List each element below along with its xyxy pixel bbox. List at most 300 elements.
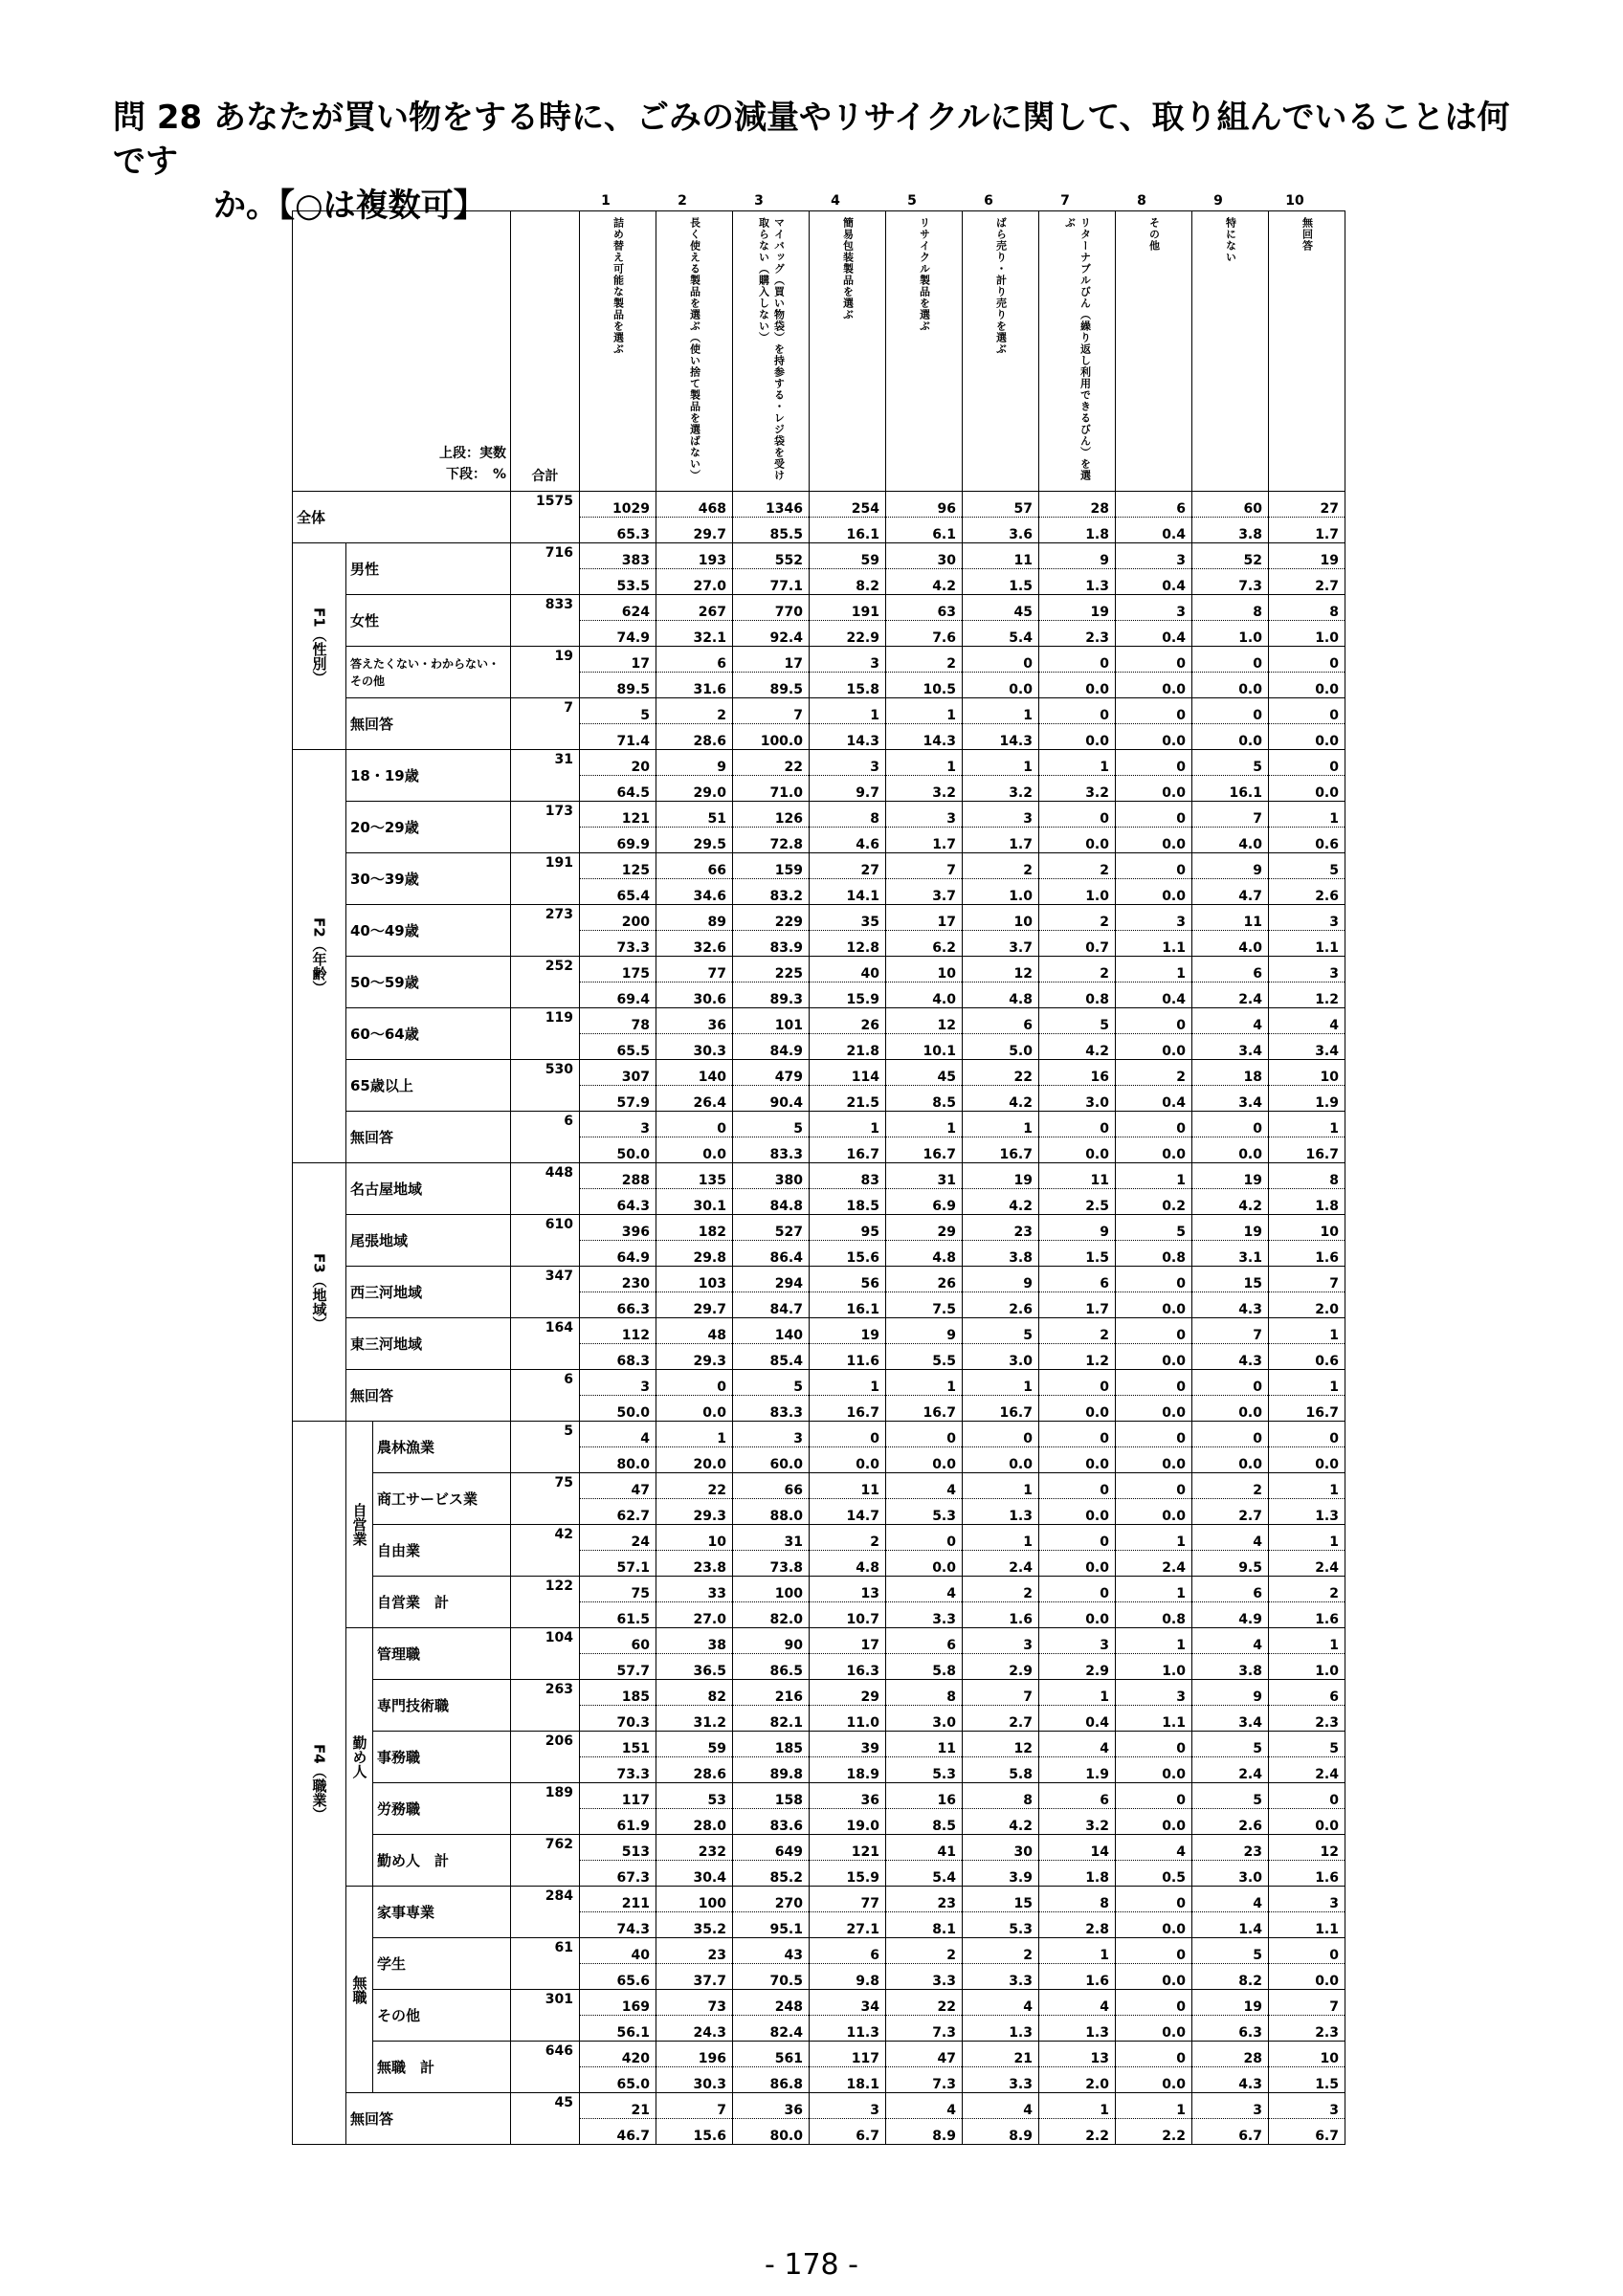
rate-cell: 6.2 bbox=[886, 931, 963, 957]
count-cell: 8 bbox=[1192, 595, 1269, 621]
rate-cell: 71.0 bbox=[733, 776, 810, 802]
count-cell: 17 bbox=[886, 905, 963, 931]
row-label: 60～64歳 bbox=[346, 1008, 511, 1060]
count-cell: 1 bbox=[1269, 1525, 1345, 1551]
rate-cell: 3.7 bbox=[886, 879, 963, 905]
row-label: 40～49歳 bbox=[346, 905, 511, 957]
rate-cell: 3.3 bbox=[963, 2067, 1039, 2093]
rate-cell: 1.0 bbox=[1192, 621, 1269, 647]
crosstab-table bbox=[292, 210, 1345, 2145]
row-label: 無回答 bbox=[346, 2093, 511, 2145]
rate-cell: 84.7 bbox=[733, 1292, 810, 1318]
count-cell: 17 bbox=[810, 1628, 886, 1654]
rate-cell: 29.7 bbox=[656, 1292, 733, 1318]
count-cell: 1 bbox=[656, 1422, 733, 1447]
count-cell: 4 bbox=[1269, 1008, 1345, 1034]
rate-cell: 4.8 bbox=[810, 1551, 886, 1577]
count-cell: 22 bbox=[656, 1473, 733, 1499]
rate-cell: 1.3 bbox=[1039, 569, 1116, 595]
rate-cell: 1.0 bbox=[1269, 621, 1345, 647]
count-cell: 6 bbox=[1269, 1680, 1345, 1706]
row-label: 専門技術職 bbox=[373, 1680, 511, 1732]
count-cell: 21 bbox=[580, 2093, 656, 2119]
column-number: 5 bbox=[907, 193, 917, 209]
count-cell: 0 bbox=[1039, 802, 1116, 828]
rate-cell: 83.6 bbox=[733, 1809, 810, 1835]
rate-cell: 90.4 bbox=[733, 1086, 810, 1112]
rate-cell: 0.0 bbox=[1269, 1964, 1345, 1990]
column-number: 6 bbox=[984, 193, 993, 209]
count-cell: 0 bbox=[886, 1525, 963, 1551]
rate-cell: 1.0 bbox=[1039, 879, 1116, 905]
count-cell: 1 bbox=[1269, 1628, 1345, 1654]
count-cell: 11 bbox=[1039, 1163, 1116, 1189]
rate-cell: 3.7 bbox=[963, 931, 1039, 957]
count-cell: 1 bbox=[886, 1370, 963, 1396]
rate-cell: 2.4 bbox=[1192, 1757, 1269, 1783]
row-total: 716 bbox=[511, 543, 580, 595]
rate-cell: 11.3 bbox=[810, 2016, 886, 2042]
row-label: 名古屋地域 bbox=[346, 1163, 511, 1215]
count-cell: 75 bbox=[580, 1577, 656, 1602]
count-cell: 2 bbox=[1116, 1060, 1192, 1086]
rate-cell: 0.0 bbox=[1039, 1396, 1116, 1422]
column-header-text: ばら売り・計り売りを選ぶ bbox=[994, 217, 1008, 355]
subgroup-label-text: 勤め人 bbox=[350, 1735, 368, 1778]
count-cell: 48 bbox=[656, 1318, 733, 1344]
group-label-text: F3（地域） bbox=[310, 1253, 328, 1331]
count-cell: 10 bbox=[1269, 1215, 1345, 1241]
rate-cell: 1.7 bbox=[886, 828, 963, 853]
count-cell: 9 bbox=[1192, 853, 1269, 879]
rate-cell: 1.7 bbox=[1039, 1292, 1116, 1318]
rate-cell: 14.3 bbox=[963, 724, 1039, 750]
count-cell: 216 bbox=[733, 1680, 810, 1706]
rate-cell: 29.3 bbox=[656, 1344, 733, 1370]
count-cell: 1 bbox=[963, 750, 1039, 776]
rate-cell: 16.3 bbox=[810, 1654, 886, 1680]
group-label-text: F4（職業） bbox=[310, 1744, 328, 1821]
count-cell: 20 bbox=[580, 750, 656, 776]
count-cell: 45 bbox=[963, 595, 1039, 621]
rate-cell: 0.4 bbox=[1039, 1706, 1116, 1732]
count-cell: 0 bbox=[656, 1112, 733, 1137]
count-cell: 4 bbox=[1192, 1525, 1269, 1551]
rate-cell: 73.3 bbox=[580, 1757, 656, 1783]
count-cell: 14 bbox=[1039, 1835, 1116, 1861]
count-cell: 3 bbox=[580, 1370, 656, 1396]
rate-cell: 72.8 bbox=[733, 828, 810, 853]
rate-cell: 0.6 bbox=[1269, 828, 1345, 853]
count-cell: 8 bbox=[1039, 1887, 1116, 1912]
row-total: 6 bbox=[511, 1370, 580, 1422]
rate-cell: 1.0 bbox=[1116, 1654, 1192, 1680]
row-label: 男性 bbox=[346, 543, 511, 595]
count-cell: 4 bbox=[1192, 1628, 1269, 1654]
rate-cell: 0.0 bbox=[1269, 724, 1345, 750]
rate-cell: 14.3 bbox=[886, 724, 963, 750]
count-cell: 8 bbox=[886, 1680, 963, 1706]
count-cell: 2 bbox=[1039, 1318, 1116, 1344]
rate-cell: 30.1 bbox=[656, 1189, 733, 1215]
count-cell: 0 bbox=[1269, 647, 1345, 673]
rate-cell: 16.7 bbox=[886, 1396, 963, 1422]
row-label: 無回答 bbox=[346, 1370, 511, 1422]
count-cell: 82 bbox=[656, 1680, 733, 1706]
count-cell: 19 bbox=[963, 1163, 1039, 1189]
count-cell: 1 bbox=[886, 698, 963, 724]
rate-cell: 4.6 bbox=[810, 828, 886, 853]
count-cell: 43 bbox=[733, 1938, 810, 1964]
count-cell: 41 bbox=[886, 1835, 963, 1861]
rate-cell: 2.7 bbox=[963, 1706, 1039, 1732]
group-label bbox=[293, 1422, 346, 2145]
count-cell: 9 bbox=[1192, 1680, 1269, 1706]
count-cell: 29 bbox=[810, 1680, 886, 1706]
count-cell: 22 bbox=[733, 750, 810, 776]
rate-cell: 71.4 bbox=[580, 724, 656, 750]
row-total: 301 bbox=[511, 1990, 580, 2042]
rate-cell: 3.6 bbox=[963, 518, 1039, 543]
count-cell: 16 bbox=[1039, 1060, 1116, 1086]
count-cell: 3 bbox=[1116, 905, 1192, 931]
rate-cell: 0.0 bbox=[1116, 1292, 1192, 1318]
rate-cell: 21.8 bbox=[810, 1034, 886, 1060]
rate-cell: 95.1 bbox=[733, 1912, 810, 1938]
rate-cell: 5.0 bbox=[963, 1034, 1039, 1060]
rate-cell: 0.0 bbox=[1116, 1912, 1192, 1938]
count-cell: 0 bbox=[1192, 647, 1269, 673]
count-cell: 0 bbox=[1269, 750, 1345, 776]
rate-cell: 15.8 bbox=[810, 673, 886, 698]
count-cell: 2 bbox=[886, 647, 963, 673]
rate-cell: 3.2 bbox=[886, 776, 963, 802]
count-cell: 33 bbox=[656, 1577, 733, 1602]
count-cell: 34 bbox=[810, 1990, 886, 2016]
rate-cell: 6.9 bbox=[886, 1189, 963, 1215]
rate-cell: 30.3 bbox=[656, 1034, 733, 1060]
row-label: 答えたくない・わからない・その他 bbox=[346, 647, 511, 698]
count-cell: 7 bbox=[1192, 1318, 1269, 1344]
page-number: - 178 - bbox=[765, 2248, 858, 2282]
rate-cell: 12.8 bbox=[810, 931, 886, 957]
rate-cell: 4.0 bbox=[1192, 931, 1269, 957]
count-cell: 4 bbox=[1116, 1835, 1192, 1861]
count-cell: 0 bbox=[886, 1422, 963, 1447]
count-cell: 151 bbox=[580, 1732, 656, 1757]
count-cell: 0 bbox=[1192, 1370, 1269, 1396]
count-cell: 39 bbox=[810, 1732, 886, 1757]
rate-cell: 2.7 bbox=[1192, 1499, 1269, 1525]
row-total: 448 bbox=[511, 1163, 580, 1215]
rate-cell: 4.2 bbox=[963, 1086, 1039, 1112]
count-cell: 5 bbox=[1269, 1732, 1345, 1757]
rate-cell: 36.5 bbox=[656, 1654, 733, 1680]
rate-cell: 1.3 bbox=[963, 2016, 1039, 2042]
rate-cell: 1.1 bbox=[1116, 1706, 1192, 1732]
row-label: 労務職 bbox=[373, 1783, 511, 1835]
count-cell: 11 bbox=[1192, 905, 1269, 931]
row-total: 762 bbox=[511, 1835, 580, 1887]
rate-cell: 1.9 bbox=[1039, 1757, 1116, 1783]
count-cell: 770 bbox=[733, 595, 810, 621]
rate-cell: 16.1 bbox=[810, 1292, 886, 1318]
count-cell: 8 bbox=[1269, 595, 1345, 621]
rate-cell: 89.8 bbox=[733, 1757, 810, 1783]
count-cell: 26 bbox=[886, 1267, 963, 1292]
rate-cell: 4.2 bbox=[1192, 1189, 1269, 1215]
count-cell: 380 bbox=[733, 1163, 810, 1189]
count-cell: 4 bbox=[886, 1577, 963, 1602]
rate-cell: 8.5 bbox=[886, 1809, 963, 1835]
count-cell: 0 bbox=[1269, 1938, 1345, 1964]
rate-cell: 4.3 bbox=[1192, 1344, 1269, 1370]
count-cell: 0 bbox=[1116, 698, 1192, 724]
rate-cell: 68.3 bbox=[580, 1344, 656, 1370]
question-text-line2: か。【○は複数可】 bbox=[213, 187, 486, 225]
count-cell: 193 bbox=[656, 543, 733, 569]
count-cell: 63 bbox=[886, 595, 963, 621]
rate-cell: 15.9 bbox=[810, 982, 886, 1008]
rate-cell: 29.3 bbox=[656, 1499, 733, 1525]
rate-cell: 18.5 bbox=[810, 1189, 886, 1215]
rate-cell: 16.7 bbox=[963, 1396, 1039, 1422]
count-cell: 17 bbox=[733, 647, 810, 673]
count-cell: 27 bbox=[1269, 492, 1345, 518]
group-label-text: F1（性別） bbox=[310, 607, 328, 685]
count-cell: 7 bbox=[886, 853, 963, 879]
rate-cell: 84.9 bbox=[733, 1034, 810, 1060]
rate-cell: 3.9 bbox=[963, 1861, 1039, 1887]
rate-cell: 57.7 bbox=[580, 1654, 656, 1680]
count-cell: 10 bbox=[1269, 2042, 1345, 2067]
row-total: 61 bbox=[511, 1938, 580, 1990]
count-cell: 0 bbox=[1116, 1370, 1192, 1396]
count-cell: 59 bbox=[656, 1732, 733, 1757]
row-label: その他 bbox=[373, 1990, 511, 2042]
count-cell: 66 bbox=[733, 1473, 810, 1499]
rate-cell: 0.0 bbox=[1039, 1137, 1116, 1163]
rate-cell: 1.5 bbox=[1039, 1241, 1116, 1267]
rate-cell: 1.8 bbox=[1269, 1189, 1345, 1215]
row-total: 31 bbox=[511, 750, 580, 802]
rate-cell: 16.7 bbox=[963, 1137, 1039, 1163]
count-cell: 3 bbox=[810, 750, 886, 776]
rate-cell: 85.5 bbox=[733, 518, 810, 543]
rate-cell: 2.7 bbox=[1269, 569, 1345, 595]
rate-cell: 28.6 bbox=[656, 724, 733, 750]
count-cell: 121 bbox=[580, 802, 656, 828]
rate-cell: 9.7 bbox=[810, 776, 886, 802]
count-cell: 159 bbox=[733, 853, 810, 879]
rate-cell: 5.5 bbox=[886, 1344, 963, 1370]
rate-cell: 22.9 bbox=[810, 621, 886, 647]
rate-cell: 0.0 bbox=[1269, 673, 1345, 698]
row-label: 事務職 bbox=[373, 1732, 511, 1783]
count-cell: 6 bbox=[1039, 1267, 1116, 1292]
rate-cell: 1.6 bbox=[1269, 1241, 1345, 1267]
row-label: 20～29歳 bbox=[346, 802, 511, 853]
rate-cell: 28.6 bbox=[656, 1757, 733, 1783]
question-title bbox=[113, 96, 1529, 228]
rate-cell: 1.5 bbox=[1269, 2067, 1345, 2093]
rate-cell: 1.6 bbox=[1269, 1861, 1345, 1887]
count-cell: 140 bbox=[656, 1060, 733, 1086]
row-total: 273 bbox=[511, 905, 580, 957]
count-cell: 182 bbox=[656, 1215, 733, 1241]
rate-cell: 29.0 bbox=[656, 776, 733, 802]
count-cell: 561 bbox=[733, 2042, 810, 2067]
count-cell: 2 bbox=[963, 1577, 1039, 1602]
subgroup-label-text: 無職 bbox=[350, 1975, 368, 2004]
count-cell: 4 bbox=[580, 1422, 656, 1447]
count-cell: 101 bbox=[733, 1008, 810, 1034]
count-cell: 56 bbox=[810, 1267, 886, 1292]
rate-cell: 0.0 bbox=[1269, 1809, 1345, 1835]
rate-cell: 1.3 bbox=[1039, 2016, 1116, 2042]
legend-top: 上段：実数 bbox=[439, 446, 506, 461]
count-cell: 1 bbox=[810, 698, 886, 724]
rate-cell: 2.5 bbox=[1039, 1189, 1116, 1215]
rate-cell: 4.3 bbox=[1192, 1292, 1269, 1318]
count-cell: 2 bbox=[1039, 853, 1116, 879]
rate-cell: 77.1 bbox=[733, 569, 810, 595]
count-cell: 0 bbox=[1039, 1525, 1116, 1551]
count-cell: 114 bbox=[810, 1060, 886, 1086]
count-cell: 10 bbox=[886, 957, 963, 982]
count-cell: 383 bbox=[580, 543, 656, 569]
count-cell: 0 bbox=[963, 1422, 1039, 1447]
rate-cell: 0.0 bbox=[1039, 1499, 1116, 1525]
rate-cell: 3.8 bbox=[1192, 1654, 1269, 1680]
rate-cell: 0.0 bbox=[1192, 1137, 1269, 1163]
rate-cell: 6.3 bbox=[1192, 2016, 1269, 2042]
rate-cell: 0.0 bbox=[963, 1447, 1039, 1473]
rate-cell: 0.0 bbox=[1116, 2067, 1192, 2093]
count-cell: 3 bbox=[1269, 1887, 1345, 1912]
count-cell: 19 bbox=[1039, 595, 1116, 621]
rate-cell: 0.0 bbox=[1192, 1396, 1269, 1422]
count-cell: 169 bbox=[580, 1990, 656, 2016]
row-label: 30～39歳 bbox=[346, 853, 511, 905]
rate-cell: 1.6 bbox=[1269, 1602, 1345, 1628]
rate-cell: 64.3 bbox=[580, 1189, 656, 1215]
row-total: 104 bbox=[511, 1628, 580, 1680]
rate-cell: 20.0 bbox=[656, 1447, 733, 1473]
row-total: 347 bbox=[511, 1267, 580, 1318]
count-cell: 191 bbox=[810, 595, 886, 621]
rate-cell: 4.2 bbox=[963, 1189, 1039, 1215]
row-total: 45 bbox=[511, 2093, 580, 2145]
rate-cell: 61.5 bbox=[580, 1602, 656, 1628]
group-label-text: F2（年齢） bbox=[310, 917, 328, 995]
row-total: 122 bbox=[511, 1577, 580, 1628]
rate-cell: 8.2 bbox=[1192, 1964, 1269, 1990]
count-cell: 17 bbox=[580, 647, 656, 673]
rate-cell: 3.2 bbox=[963, 776, 1039, 802]
rate-cell: 2.4 bbox=[1269, 1551, 1345, 1577]
count-cell: 1 bbox=[1269, 1318, 1345, 1344]
count-cell: 4 bbox=[886, 1473, 963, 1499]
rate-cell: 0.8 bbox=[1039, 982, 1116, 1008]
count-cell: 1 bbox=[963, 1370, 1039, 1396]
rate-cell: 27.1 bbox=[810, 1912, 886, 1938]
rate-cell: 65.0 bbox=[580, 2067, 656, 2093]
column-header-text: 簡易包装製品を選ぶ bbox=[841, 217, 855, 320]
count-cell: 527 bbox=[733, 1215, 810, 1241]
rate-cell: 27.0 bbox=[656, 569, 733, 595]
column-header bbox=[886, 211, 963, 492]
count-cell: 36 bbox=[656, 1008, 733, 1034]
count-cell: 6 bbox=[1039, 1783, 1116, 1809]
rate-cell: 8.5 bbox=[886, 1086, 963, 1112]
rate-cell: 11.6 bbox=[810, 1344, 886, 1370]
rate-cell: 0.8 bbox=[1116, 1241, 1192, 1267]
rate-cell: 10.5 bbox=[886, 673, 963, 698]
row-total: 833 bbox=[511, 595, 580, 647]
rate-cell: 3.4 bbox=[1192, 1086, 1269, 1112]
column-header bbox=[963, 211, 1039, 492]
rate-cell: 28.0 bbox=[656, 1809, 733, 1835]
count-cell: 89 bbox=[656, 905, 733, 931]
count-cell: 1 bbox=[963, 698, 1039, 724]
rate-cell: 18.1 bbox=[810, 2067, 886, 2093]
rate-cell: 89.3 bbox=[733, 982, 810, 1008]
rate-cell: 2.4 bbox=[1116, 1551, 1192, 1577]
count-cell: 0 bbox=[1192, 1112, 1269, 1137]
count-cell: 19 bbox=[1192, 1990, 1269, 2016]
count-cell: 3 bbox=[963, 1628, 1039, 1654]
row-total: 252 bbox=[511, 957, 580, 1008]
count-cell: 0 bbox=[963, 647, 1039, 673]
rate-cell: 82.4 bbox=[733, 2016, 810, 2042]
count-cell: 3 bbox=[733, 1422, 810, 1447]
count-cell: 0 bbox=[1192, 1422, 1269, 1447]
rate-cell: 37.7 bbox=[656, 1964, 733, 1990]
rate-cell: 3.4 bbox=[1269, 1034, 1345, 1060]
count-cell: 6 bbox=[656, 647, 733, 673]
count-cell: 13 bbox=[1039, 2042, 1116, 2067]
row-label: 管理職 bbox=[373, 1628, 511, 1680]
count-cell: 117 bbox=[580, 1783, 656, 1809]
count-cell: 121 bbox=[810, 1835, 886, 1861]
count-cell: 9 bbox=[886, 1318, 963, 1344]
rate-cell: 2.4 bbox=[963, 1551, 1039, 1577]
count-cell: 4 bbox=[1192, 1008, 1269, 1034]
count-cell: 53 bbox=[656, 1783, 733, 1809]
count-cell: 307 bbox=[580, 1060, 656, 1086]
count-cell: 1 bbox=[1269, 802, 1345, 828]
rate-cell: 2.4 bbox=[1269, 1757, 1345, 1783]
rate-cell: 2.0 bbox=[1269, 1292, 1345, 1318]
count-cell: 66 bbox=[656, 853, 733, 879]
rate-cell: 1.0 bbox=[963, 879, 1039, 905]
rate-cell: 89.5 bbox=[733, 673, 810, 698]
column-number: 7 bbox=[1060, 193, 1070, 209]
count-cell: 11 bbox=[810, 1473, 886, 1499]
rate-cell: 86.4 bbox=[733, 1241, 810, 1267]
count-cell: 0 bbox=[1116, 1473, 1192, 1499]
rate-cell: 80.0 bbox=[733, 2119, 810, 2145]
rate-cell: 1.3 bbox=[963, 1499, 1039, 1525]
rate-cell: 5.4 bbox=[963, 621, 1039, 647]
rate-cell: 0.0 bbox=[1039, 1447, 1116, 1473]
count-cell: 2 bbox=[1039, 905, 1116, 931]
rate-cell: 0.0 bbox=[963, 673, 1039, 698]
rate-cell: 1.2 bbox=[1269, 982, 1345, 1008]
rate-cell: 1.2 bbox=[1039, 1344, 1116, 1370]
count-cell: 0 bbox=[1116, 1318, 1192, 1344]
